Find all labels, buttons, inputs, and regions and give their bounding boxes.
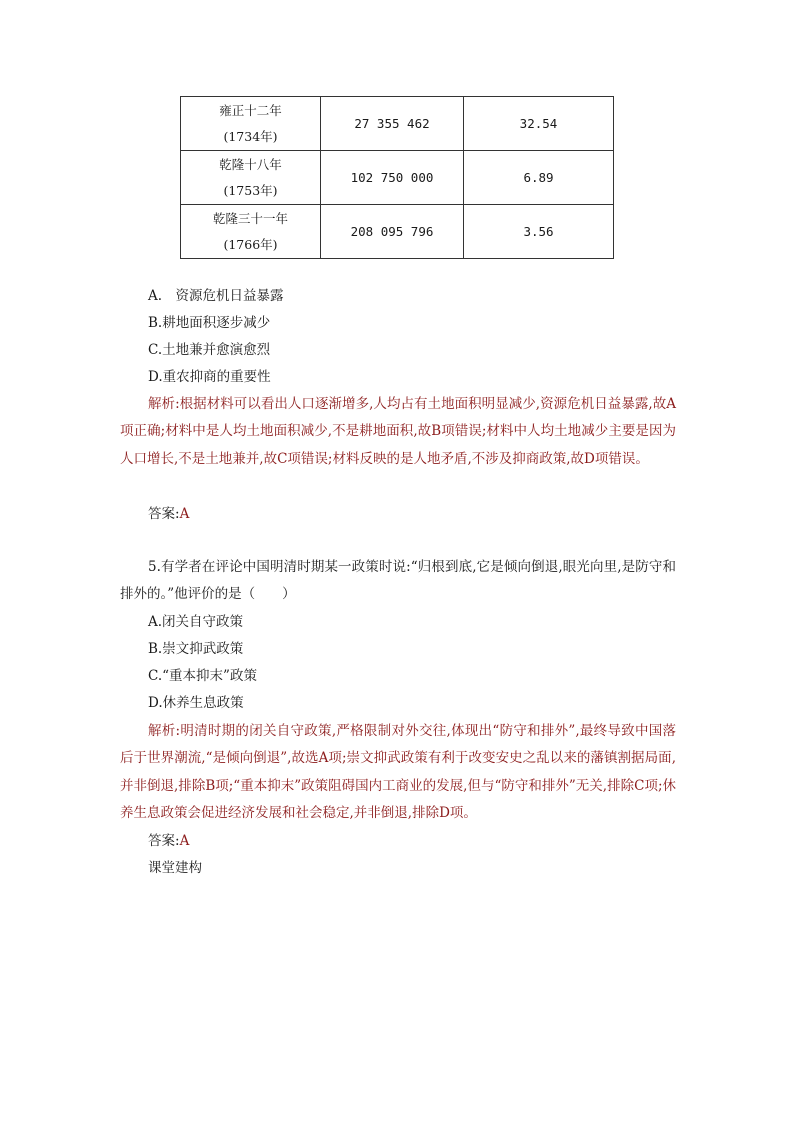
- q5-stem: 5.有学者在评论中国明清时期某一政策时说:“归根到底,它是倾向倒退,眼光向里,是防守和排外的。”他评价的是（ ）: [120, 559, 676, 603]
- q5-analysis: 解析:明清时期的闭关自守政策,严格限制对外交往,体现出“防守和排外”,最终导致中国落后于世界潮流,“是倾向倒退”,故选A项;崇文抑武政策有利于改变安史之乱以来的藩镇割据局面,并非倒退,排除B项;“重本抑末”政策阻碍国内工商业的发展,但与“防守和排外”无关,排除C项;休养生息政策会促进经济发展和社会稳定,并非倒退,排除D项。: [120, 723, 676, 821]
- answer-label: 答案:: [148, 833, 180, 849]
- q5-answer: [148, 832, 189, 850]
- answer-value: A: [179, 833, 190, 849]
- q5-option-d: D.休养生息政策: [148, 695, 244, 711]
- table-row: [181, 151, 614, 205]
- population-land-table: [180, 96, 614, 259]
- q5-option-b: B.崇文抑武政策: [148, 641, 244, 657]
- per-capita-cell: 3.56: [464, 205, 614, 259]
- q4-option-c: C.土地兼并愈演愈烈: [148, 342, 271, 358]
- period-year: (1753年): [223, 182, 278, 198]
- period-cell: [181, 151, 321, 205]
- period-name: 乾隆三十一年: [212, 210, 288, 226]
- q4-answer: [148, 505, 189, 523]
- period-cell: [181, 205, 321, 259]
- q4-analysis: 解析:根据材料可以看出人口逐渐增多,人均占有土地面积明显减少,资源危机日益暴露,故A项正确;材料中是人均土地面积减少,不是耕地面积,故B项错误;材料中人均土地减少主要是因为人口增长,不是土地兼并,故C项错误;材料反映的是人地矛盾,不涉及抑商政策,故D项错误。: [120, 396, 676, 467]
- population-cell: 27 355 462: [321, 97, 464, 151]
- population-cell: 102 750 000: [321, 151, 464, 205]
- per-capita-cell: 6.89: [464, 151, 614, 205]
- period-year: (1734年): [223, 128, 278, 144]
- section-title: 课堂建构: [148, 860, 202, 876]
- period-cell: [181, 97, 321, 151]
- table-row: [181, 205, 614, 259]
- period-name: 乾隆十八年: [219, 156, 282, 172]
- population-cell: 208 095 796: [321, 205, 464, 259]
- per-capita-cell: 32.54: [464, 97, 614, 151]
- q4-option-a: A. 资源危机日益暴露: [148, 288, 284, 304]
- period-name: 雍正十二年: [219, 102, 282, 118]
- q4-option-b: B.耕地面积逐步减少: [148, 315, 271, 331]
- period-year: (1766年): [223, 236, 278, 252]
- q5-option-c: C.“重本抑末”政策: [148, 668, 257, 684]
- answer-label: 答案:: [148, 506, 180, 522]
- q5-option-a: A.闭关自守政策: [148, 614, 244, 630]
- table-row: [181, 97, 614, 151]
- q4-option-d: D.重农抑商的重要性: [148, 369, 271, 385]
- answer-value: A: [179, 506, 190, 522]
